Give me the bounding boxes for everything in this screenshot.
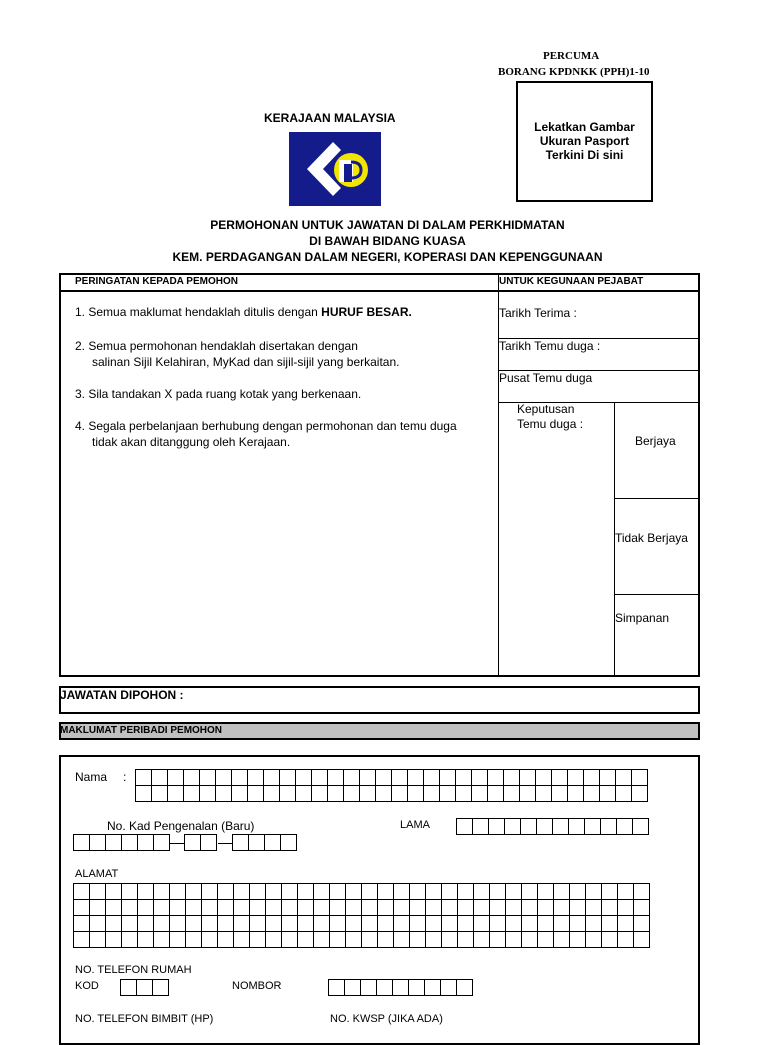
entry-cell[interactable]: [106, 835, 122, 851]
entry-cell[interactable]: [520, 786, 536, 802]
entry-cell[interactable]: [154, 900, 170, 916]
form-code: BORANG KPDNKK (PPH)1-10: [498, 66, 650, 78]
entry-cell[interactable]: [298, 884, 314, 900]
entry-cell[interactable]: [394, 916, 410, 932]
entry-cell[interactable]: [362, 916, 378, 932]
entry-cell[interactable]: [314, 916, 330, 932]
entry-cell[interactable]: [616, 786, 632, 802]
entry-cell[interactable]: [394, 884, 410, 900]
entry-cell[interactable]: [330, 884, 346, 900]
entry-cell[interactable]: [554, 932, 570, 948]
entry-cell[interactable]: [376, 786, 392, 802]
entry-cell[interactable]: [506, 884, 522, 900]
entry-cell[interactable]: [392, 786, 408, 802]
entry-cell[interactable]: [154, 916, 170, 932]
entry-cell[interactable]: [264, 786, 280, 802]
entry-cell[interactable]: [474, 932, 490, 948]
ic-new-part-2[interactable]: [184, 834, 217, 851]
entry-cell[interactable]: [329, 980, 345, 996]
entry-cell[interactable]: [202, 932, 218, 948]
entry-cell[interactable]: [409, 980, 425, 996]
entry-cell[interactable]: [602, 884, 618, 900]
entry-cell[interactable]: [346, 932, 362, 948]
entry-cell[interactable]: [265, 835, 281, 851]
entry-cell[interactable]: [440, 770, 456, 786]
entry-cell[interactable]: [458, 884, 474, 900]
entry-cell[interactable]: [170, 932, 186, 948]
entry-cell[interactable]: [472, 770, 488, 786]
entry-cell[interactable]: [168, 770, 184, 786]
entry-cell[interactable]: [170, 916, 186, 932]
phone-number-grid[interactable]: [328, 979, 473, 996]
entry-cell[interactable]: [234, 884, 250, 900]
entry-cell[interactable]: [90, 900, 106, 916]
entry-cell[interactable]: [457, 819, 473, 835]
instructions-table: [59, 273, 700, 677]
entry-cell[interactable]: [360, 786, 376, 802]
entry-cell[interactable]: [330, 900, 346, 916]
entry-cell[interactable]: [138, 835, 154, 851]
entry-cell[interactable]: [218, 900, 234, 916]
entry-cell[interactable]: [282, 932, 298, 948]
entry-cell[interactable]: [248, 786, 264, 802]
name-label: Nama: [75, 770, 108, 784]
entry-cell[interactable]: [426, 932, 442, 948]
entry-cell[interactable]: [552, 786, 568, 802]
entry-cell[interactable]: [458, 900, 474, 916]
entry-cell[interactable]: [346, 900, 362, 916]
entry-cell[interactable]: [232, 770, 248, 786]
entry-cell[interactable]: [282, 900, 298, 916]
entry-cell[interactable]: [616, 770, 632, 786]
entry-cell[interactable]: [233, 835, 249, 851]
entry-cell[interactable]: [474, 884, 490, 900]
entry-cell[interactable]: [394, 900, 410, 916]
entry-cell[interactable]: [200, 786, 216, 802]
entry-cell[interactable]: [442, 884, 458, 900]
entry-cell[interactable]: [538, 884, 554, 900]
entry-cell[interactable]: [122, 916, 138, 932]
entry-cell[interactable]: [266, 916, 282, 932]
entry-cell[interactable]: [600, 770, 616, 786]
entry-cell[interactable]: [186, 932, 202, 948]
entry-cell[interactable]: [312, 770, 328, 786]
entry-cell[interactable]: [234, 932, 250, 948]
entry-cell[interactable]: [586, 932, 602, 948]
entry-cell[interactable]: [426, 900, 442, 916]
entry-cell[interactable]: [426, 916, 442, 932]
entry-cell[interactable]: [584, 786, 600, 802]
entry-cell[interactable]: [186, 916, 202, 932]
entry-cell[interactable]: [521, 819, 537, 835]
personal-section-title: MAKLUMAT PERIBADI PEMOHON: [60, 725, 223, 736]
entry-cell[interactable]: [568, 770, 584, 786]
entry-cell[interactable]: [122, 835, 138, 851]
entry-cell[interactable]: [570, 932, 586, 948]
entry-cell[interactable]: [312, 786, 328, 802]
entry-cell[interactable]: [617, 819, 633, 835]
entry-cell[interactable]: [218, 916, 234, 932]
entry-cell[interactable]: [266, 932, 282, 948]
form-title: PERMOHONAN UNTUK JAWATAN DI DALAM PERKHIDMATAN DI BAWAH BIDANG KUASA KEM. PERDAGANGAN DALAM NEGERI, KOPERASI DAN KEPENGGUNAAN: [172, 218, 603, 264]
warning-item-3: 3. Sila tandakan X pada ruang kotak yang berkenaan.: [75, 387, 362, 401]
entry-cell[interactable]: [378, 916, 394, 932]
entry-cell[interactable]: [473, 819, 489, 835]
outcome-fail[interactable]: Tidak Berjaya: [615, 531, 688, 545]
entry-cell[interactable]: [632, 770, 648, 786]
entry-cell[interactable]: [490, 916, 506, 932]
interview-center-label: Pusat Temu duga: [499, 371, 593, 385]
entry-cell[interactable]: [426, 884, 442, 900]
entry-cell[interactable]: [554, 884, 570, 900]
entry-cell[interactable]: [601, 819, 617, 835]
entry-cell[interactable]: [298, 900, 314, 916]
free-label: PERCUMA: [543, 50, 600, 62]
entry-cell[interactable]: [440, 786, 456, 802]
entry-cell[interactable]: [634, 900, 650, 916]
entry-cell[interactable]: [136, 770, 152, 786]
entry-cell[interactable]: [154, 884, 170, 900]
name-grid[interactable]: [135, 769, 648, 802]
entry-cell[interactable]: [505, 819, 521, 835]
entry-cell[interactable]: [281, 835, 297, 851]
entry-cell[interactable]: [457, 980, 473, 996]
entry-cell[interactable]: [634, 884, 650, 900]
entry-cell[interactable]: [282, 916, 298, 932]
entry-cell[interactable]: [90, 835, 106, 851]
ic-old-label: LAMA: [400, 819, 430, 831]
entry-cell[interactable]: [633, 819, 649, 835]
entry-cell[interactable]: [504, 770, 520, 786]
name-colon: :: [123, 770, 127, 784]
entry-cell[interactable]: [536, 786, 552, 802]
government-logo: [289, 132, 381, 206]
entry-cell[interactable]: [344, 786, 360, 802]
entry-cell[interactable]: [361, 980, 377, 996]
entry-cell[interactable]: [552, 770, 568, 786]
entry-cell[interactable]: [218, 932, 234, 948]
outcome-success[interactable]: Berjaya: [635, 434, 676, 448]
entry-cell[interactable]: [377, 980, 393, 996]
entry-cell[interactable]: [410, 884, 426, 900]
entry-cell[interactable]: [106, 932, 122, 948]
entry-cell[interactable]: [106, 884, 122, 900]
entry-cell[interactable]: [504, 786, 520, 802]
entry-cell[interactable]: [106, 900, 122, 916]
entry-cell[interactable]: [408, 770, 424, 786]
entry-cell[interactable]: [393, 980, 409, 996]
entry-cell[interactable]: [378, 932, 394, 948]
kwsp-label: NO. KWSP (JIKA ADA): [330, 1013, 443, 1025]
entry-cell[interactable]: [520, 770, 536, 786]
received-date-label: Tarikh Terima :: [499, 306, 577, 320]
entry-cell[interactable]: [280, 770, 296, 786]
entry-cell[interactable]: [266, 884, 282, 900]
entry-cell[interactable]: [474, 916, 490, 932]
entry-cell[interactable]: [216, 786, 232, 802]
entry-cell[interactable]: [138, 900, 154, 916]
entry-cell[interactable]: [362, 884, 378, 900]
entry-cell[interactable]: [378, 900, 394, 916]
phone-code-grid[interactable]: [120, 979, 169, 996]
entry-cell[interactable]: [410, 900, 426, 916]
entry-cell[interactable]: [234, 900, 250, 916]
entry-cell[interactable]: [536, 770, 552, 786]
entry-cell[interactable]: [106, 916, 122, 932]
entry-cell[interactable]: [568, 786, 584, 802]
ic-new-part-3[interactable]: [232, 834, 297, 851]
entry-cell[interactable]: [296, 786, 312, 802]
entry-cell[interactable]: [170, 900, 186, 916]
entry-cell[interactable]: [138, 932, 154, 948]
entry-cell[interactable]: [456, 770, 472, 786]
entry-cell[interactable]: [250, 884, 266, 900]
entry-cell[interactable]: [506, 932, 522, 948]
entry-cell[interactable]: [282, 884, 298, 900]
entry-cell[interactable]: [298, 932, 314, 948]
entry-cell[interactable]: [74, 835, 90, 851]
entry-cell[interactable]: [442, 900, 458, 916]
entry-cell[interactable]: [634, 916, 650, 932]
entry-cell[interactable]: [456, 786, 472, 802]
position-applied-label: JAWATAN DIPOHON :: [60, 688, 184, 702]
entry-cell[interactable]: [298, 916, 314, 932]
entry-cell[interactable]: [250, 916, 266, 932]
entry-cell[interactable]: [90, 916, 106, 932]
entry-cell[interactable]: [314, 884, 330, 900]
decision-label: Keputusan Temu duga :: [517, 402, 584, 431]
entry-cell[interactable]: [522, 916, 538, 932]
entry-cell[interactable]: [345, 980, 361, 996]
entry-cell[interactable]: [472, 786, 488, 802]
entry-cell[interactable]: [570, 900, 586, 916]
entry-cell[interactable]: [602, 900, 618, 916]
entry-cell[interactable]: [618, 932, 634, 948]
entry-cell[interactable]: [408, 786, 424, 802]
entry-cell[interactable]: [600, 786, 616, 802]
entry-cell[interactable]: [394, 932, 410, 948]
entry-cell[interactable]: [458, 916, 474, 932]
entry-cell[interactable]: [90, 932, 106, 948]
entry-cell[interactable]: [344, 770, 360, 786]
entry-cell[interactable]: [474, 900, 490, 916]
entry-cell[interactable]: [618, 916, 634, 932]
home-phone-label: NO. TELEFON RUMAH: [75, 964, 192, 976]
outcome-reserve[interactable]: Simpanan: [615, 611, 670, 625]
entry-cell[interactable]: [74, 884, 90, 900]
entry-cell[interactable]: [153, 980, 169, 996]
photo-box-text: Lekatkan Gambar Ukuran Pasport Terkini Di sini: [534, 120, 635, 162]
entry-cell[interactable]: [634, 932, 650, 948]
entry-cell[interactable]: [74, 916, 90, 932]
entry-cell[interactable]: [522, 900, 538, 916]
entry-cell[interactable]: [314, 900, 330, 916]
entry-cell[interactable]: [138, 916, 154, 932]
entry-cell[interactable]: [506, 900, 522, 916]
warning-item-2: 2. Semua permohonan hendaklah disertakan dengan salinan Sijil Kelahiran, MyKad dan sijil-sijil yang berkaitan.: [75, 339, 400, 369]
entry-cell[interactable]: [632, 786, 648, 802]
entry-cell[interactable]: [138, 884, 154, 900]
entry-cell[interactable]: [410, 932, 426, 948]
entry-cell[interactable]: [234, 916, 250, 932]
number-label: NOMBOR: [232, 980, 282, 992]
entry-cell[interactable]: [330, 916, 346, 932]
entry-cell[interactable]: [250, 900, 266, 916]
entry-cell[interactable]: [490, 900, 506, 916]
entry-cell[interactable]: [201, 835, 217, 851]
entry-cell[interactable]: [152, 770, 168, 786]
entry-cell[interactable]: [266, 900, 282, 916]
entry-cell[interactable]: [522, 884, 538, 900]
entry-cell[interactable]: [618, 884, 634, 900]
entry-cell[interactable]: [410, 916, 426, 932]
entry-cell[interactable]: [184, 786, 200, 802]
entry-cell[interactable]: [425, 980, 441, 996]
entry-cell[interactable]: [185, 835, 201, 851]
entry-cell[interactable]: [200, 770, 216, 786]
entry-cell[interactable]: [74, 932, 90, 948]
entry-cell[interactable]: [249, 835, 265, 851]
entry-cell[interactable]: [442, 932, 458, 948]
entry-cell[interactable]: [537, 819, 553, 835]
entry-cell[interactable]: [392, 770, 408, 786]
entry-cell[interactable]: [248, 770, 264, 786]
entry-cell[interactable]: [136, 786, 152, 802]
entry-cell[interactable]: [488, 786, 504, 802]
entry-cell[interactable]: [602, 932, 618, 948]
entry-cell[interactable]: [122, 884, 138, 900]
entry-cell[interactable]: [360, 770, 376, 786]
entry-cell[interactable]: [280, 786, 296, 802]
entry-cell[interactable]: [522, 932, 538, 948]
warning-item-1: 1. Semua maklumat hendaklah ditulis dengan HURUF BESAR.: [75, 305, 412, 319]
entry-cell[interactable]: [538, 900, 554, 916]
entry-cell[interactable]: [154, 835, 170, 851]
entry-cell[interactable]: [154, 932, 170, 948]
entry-cell[interactable]: [570, 884, 586, 900]
entry-cell[interactable]: [569, 819, 585, 835]
entry-cell[interactable]: [554, 916, 570, 932]
entry-cell[interactable]: [296, 770, 312, 786]
office-heading: UNTUK KEGUNAAN PEJABAT: [499, 276, 644, 287]
entry-cell[interactable]: [90, 884, 106, 900]
entry-cell[interactable]: [586, 900, 602, 916]
interview-date-label: Tarikh Temu duga :: [499, 339, 601, 353]
ic-new-part-1[interactable]: [73, 834, 170, 851]
entry-cell[interactable]: [490, 884, 506, 900]
code-label: KOD: [75, 980, 99, 992]
entry-cell[interactable]: [376, 770, 392, 786]
entry-cell[interactable]: [184, 770, 200, 786]
entry-cell[interactable]: [586, 884, 602, 900]
entry-cell[interactable]: [74, 900, 90, 916]
entry-cell[interactable]: [362, 932, 378, 948]
entry-cell[interactable]: [346, 884, 362, 900]
entry-cell[interactable]: [441, 980, 457, 996]
entry-cell[interactable]: [152, 786, 168, 802]
address-grid[interactable]: [73, 883, 650, 948]
entry-cell[interactable]: [442, 916, 458, 932]
entry-cell[interactable]: [490, 932, 506, 948]
entry-cell[interactable]: [218, 884, 234, 900]
mobile-label: NO. TELEFON BIMBIT (HP): [75, 1013, 214, 1025]
entry-cell[interactable]: [424, 770, 440, 786]
entry-cell[interactable]: [586, 916, 602, 932]
entry-cell[interactable]: [489, 819, 505, 835]
ic-old-grid[interactable]: [456, 818, 649, 835]
entry-cell[interactable]: [202, 916, 218, 932]
entry-cell[interactable]: [378, 884, 394, 900]
entry-cell[interactable]: [602, 916, 618, 932]
entry-cell[interactable]: [330, 932, 346, 948]
entry-cell[interactable]: [250, 932, 266, 948]
entry-cell[interactable]: [314, 932, 330, 948]
entry-cell[interactable]: [346, 916, 362, 932]
entry-cell[interactable]: [186, 884, 202, 900]
entry-cell[interactable]: [137, 980, 153, 996]
entry-cell[interactable]: [170, 884, 186, 900]
entry-cell[interactable]: [570, 916, 586, 932]
entry-cell[interactable]: [168, 786, 184, 802]
warning-heading: PERINGATAN KEPADA PEMOHON: [75, 276, 238, 287]
entry-cell[interactable]: [216, 770, 232, 786]
entry-cell[interactable]: [122, 900, 138, 916]
entry-cell[interactable]: [328, 786, 344, 802]
entry-cell[interactable]: [328, 770, 344, 786]
address-label: ALAMAT: [75, 868, 119, 880]
entry-cell[interactable]: [122, 932, 138, 948]
entry-cell[interactable]: [264, 770, 280, 786]
entry-cell[interactable]: [506, 916, 522, 932]
entry-cell[interactable]: [424, 786, 440, 802]
entry-cell[interactable]: [488, 770, 504, 786]
entry-cell[interactable]: [553, 819, 569, 835]
entry-cell[interactable]: [202, 900, 218, 916]
entry-cell[interactable]: [538, 932, 554, 948]
entry-cell[interactable]: [232, 786, 248, 802]
entry-cell[interactable]: [538, 916, 554, 932]
entry-cell[interactable]: [554, 900, 570, 916]
ic-new-label: No. Kad Pengenalan (Baru): [107, 819, 255, 833]
warning-item-4: 4. Segala perbelanjaan berhubung dengan permohonan dan temu duga tidak akan ditanggung oleh Kerajaan.: [75, 419, 457, 449]
entry-cell[interactable]: [186, 900, 202, 916]
entry-cell[interactable]: [585, 819, 601, 835]
government-title: KERAJAAN MALAYSIA: [264, 111, 396, 125]
entry-cell[interactable]: [618, 900, 634, 916]
entry-cell[interactable]: [584, 770, 600, 786]
entry-cell[interactable]: [458, 932, 474, 948]
entry-cell[interactable]: [362, 900, 378, 916]
entry-cell[interactable]: [121, 980, 137, 996]
entry-cell[interactable]: [202, 884, 218, 900]
